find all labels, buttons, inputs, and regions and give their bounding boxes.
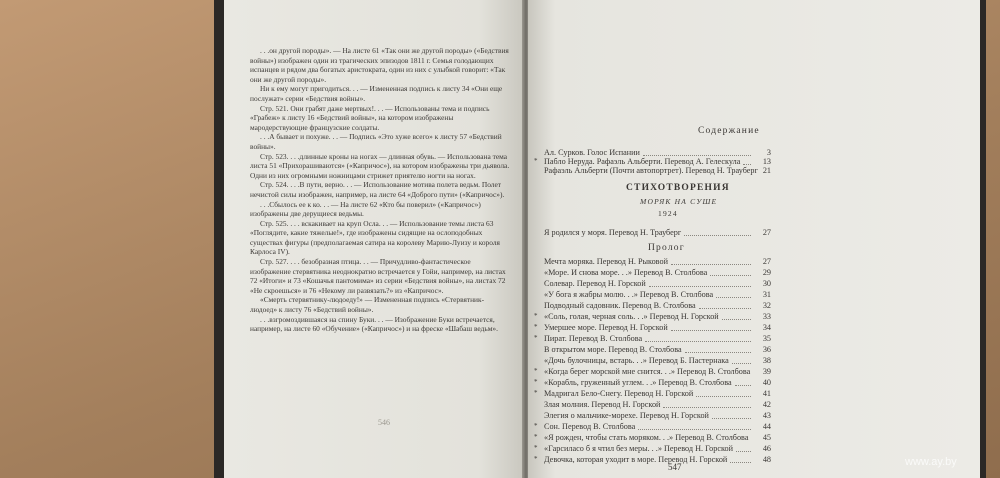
toc-entry-title: Я родился у моря. Перевод Н. Трауберг bbox=[544, 228, 682, 237]
notes-text bbox=[250, 46, 510, 427]
collection-year: 1924 bbox=[658, 209, 678, 218]
toc-entry-page: 27 bbox=[762, 257, 771, 266]
toc-entry-title: Мадригал Бело-Снегу. Перевод Н. Горской bbox=[544, 389, 694, 398]
note-paragraph: Стр. 521. Они грабят даже мертвых!. . . — Использованы тема и подпись «Грабеж» к листу 16 «Бедствий войны», на котором изображены мародерствующие французские солдаты. bbox=[250, 103, 490, 132]
asterisk-mark: * bbox=[534, 422, 538, 430]
leader-dots bbox=[663, 399, 751, 408]
leader-dots bbox=[649, 278, 751, 287]
toc-entry bbox=[528, 289, 980, 300]
toc-entry-page: 35 bbox=[762, 334, 771, 343]
asterisk-mark: * bbox=[534, 157, 538, 165]
toc-entry-title: Умершее море. Перевод Н. Горской bbox=[544, 323, 668, 332]
left-page bbox=[224, 0, 524, 478]
note-paragraph: Стр. 527. . . . безобразная птица. . . — Причудливо-фантастическое изображение стервятника неоднократно встречается у Гойи, например, на листах 72 «Итоги» и 73 «Кошачья пантомима» из серии «Бедствия войны», на листах 72 «Не скроешься» и 76 «Некому ли развязать?» из «Капричос». bbox=[250, 257, 506, 295]
toc-entry-page: 36 bbox=[762, 345, 771, 354]
toc-entry-page: 39 bbox=[762, 367, 771, 376]
toc-entry bbox=[528, 377, 980, 388]
toc-entry bbox=[528, 267, 980, 278]
leader-dots bbox=[638, 421, 751, 430]
toc-entry-title: «Море. И снова море. . .» Перевод В. Столбова bbox=[544, 268, 708, 277]
toc-entry bbox=[528, 355, 980, 366]
leader-dots bbox=[716, 289, 751, 298]
leader-dots bbox=[736, 443, 751, 452]
toc-entry-title: Подводный садовник. Перевод В. Столбова bbox=[544, 301, 696, 310]
leader-dots bbox=[699, 300, 751, 309]
toc-entry-title: Девочка, которая уходит в море. Перевод Н. Горской bbox=[544, 455, 728, 464]
asterisk-mark: * bbox=[534, 389, 538, 397]
leader-dots bbox=[722, 311, 751, 320]
toc-entry bbox=[528, 165, 980, 176]
note-paragraph: . . .Сбылось ее к ко. . . — На листе 62 «Кто бы поверил» («Капричос») изображены две дерущиеся ведьмы. bbox=[250, 199, 481, 219]
toc-entry-title: Ал. Сурков. Голос Испании bbox=[544, 148, 640, 157]
toc-entry-title: Сон. Перевод В. Столбова bbox=[544, 422, 636, 431]
toc-entry bbox=[528, 300, 980, 311]
toc-entry-page: 38 bbox=[762, 356, 771, 365]
toc-entry bbox=[528, 388, 980, 399]
toc-entry-title: «Я рожден, чтобы стать моряком. . .» Перевод В. Столбова bbox=[544, 433, 749, 442]
asterisk-mark: * bbox=[534, 367, 538, 375]
toc-entry bbox=[528, 322, 980, 333]
leader-dots bbox=[645, 333, 751, 342]
collection-title: МОРЯК НА СУШЕ bbox=[640, 197, 718, 206]
asterisk-mark: * bbox=[534, 334, 538, 342]
note-paragraph: Ни к ему могут пригодиться. . . — Измененная подпись к листу 34 «Они еще послужат» серии «Бедствия войны». bbox=[250, 84, 503, 103]
asterisk-mark: * bbox=[534, 323, 538, 331]
toc-entry-title: «Когда берег морской мне снится. . .» Перевод В. Столбова bbox=[544, 367, 751, 376]
prologue-heading: Пролог bbox=[648, 243, 685, 253]
toc-entry-page: 30 bbox=[762, 279, 771, 288]
asterisk-mark: * bbox=[534, 444, 538, 452]
note-paragraph: . . .взгромоздившаяся на спину Буки. . . — Изображение Буки встречается, например, на листе 60 «Обучение» («Капричос») и на фреске «Шабаш ведьм». bbox=[250, 314, 498, 334]
toc-entry-title: Пират. Перевод В. Столбова bbox=[544, 334, 643, 343]
toc-entry-page: 48 bbox=[762, 455, 771, 464]
leader-dots bbox=[732, 355, 751, 364]
toc-entry bbox=[528, 278, 980, 289]
leader-dots bbox=[735, 377, 751, 386]
left-page-number: 546 bbox=[378, 418, 390, 427]
toc-entry bbox=[528, 421, 980, 432]
toc-entry bbox=[528, 366, 980, 377]
leader-dots bbox=[712, 410, 751, 419]
toc-entry-page: 45 bbox=[762, 433, 771, 442]
section-heading: СТИХОТВОРЕНИЯ bbox=[626, 183, 730, 193]
note-paragraph: «Смерть стервятнику-людоеду!» — Измененная подпись «Стервятник-людоед» к листу 76 «Бедствий войны». bbox=[250, 295, 485, 315]
right-page bbox=[528, 0, 980, 478]
note-paragraph: Стр. 525. . . . вскакивает на круп Осла. . . — Использование темы листа 63 «Поглядите, какие тяжелые!», где изображены сидящие на ослоподобных существах фигуры (предполагаемая сатира на королеву Марию-Луизу и короля Карлоса IV). bbox=[250, 218, 500, 257]
toc-entry-title: Рафаэль Альберти (Почти автопортрет). Перевод Н. Трауберг bbox=[544, 166, 758, 175]
toc-entry-page: 13 bbox=[762, 157, 771, 166]
toc-entry-page: 29 bbox=[762, 268, 771, 277]
leader-dots bbox=[710, 267, 751, 276]
note-paragraph: . . .А бывает и похуже. . . — Подпись «Это хуже всего» к листу 57 «Бедствий войны». bbox=[250, 132, 502, 151]
toc-entry bbox=[528, 344, 980, 355]
toc-entry bbox=[528, 410, 980, 421]
toc-entry bbox=[528, 432, 980, 443]
toc-entry-page: 33 bbox=[762, 312, 771, 321]
leader-dots bbox=[643, 147, 751, 156]
toc-entry-page: 31 bbox=[762, 290, 771, 299]
toc-entry-page: 21 bbox=[762, 166, 771, 175]
toc-entry-title: «Дочь булочницы, встарь. . .» Перевод Б. Пастернака bbox=[544, 356, 729, 365]
leader-dots bbox=[684, 227, 751, 236]
toc-entry-title: «У бога я жабры молю. . .» Перевод В. Столбова bbox=[544, 290, 714, 299]
note-paragraph: . . .он другой породы». — На листе 61 «Так они же другой породы» («Бедствия войны») изображен один из трагических эпизодов 1811 г. Семья голодающих испанцев и рядом два богатых аристократа, один из них с улыбкой говорит: «Так они же другой породы». bbox=[250, 46, 509, 84]
watermark-text: www.ay.by bbox=[905, 456, 957, 468]
toc-entry-title: Мечта моряка. Перевод Н. Рыковой bbox=[544, 257, 668, 266]
leader-dots bbox=[671, 322, 751, 331]
toc-entry-title: Элегия о мальчике-морехе. Перевод Н. Горской bbox=[544, 411, 709, 420]
toc-entry-page: 44 bbox=[762, 422, 771, 431]
leader-dots bbox=[696, 388, 751, 397]
toc-entry bbox=[528, 399, 980, 410]
toc-entry-page: 46 bbox=[762, 444, 771, 453]
toc-entry-page: 42 bbox=[762, 400, 771, 409]
toc-entry-title: «Соль, голая, черная соль. . .» Перевод Н. Горской bbox=[544, 312, 719, 321]
note-paragraph: Стр. 523. . . .длинные кроны на ногах — длинная обувь. — Использована тема листа 51 «Прихорашиваются» («Капричос»), на котором изображены три дьявола. Одни из них огромными ножницами стрижет приятелю ногти на ногах. bbox=[250, 151, 510, 180]
toc-entry bbox=[528, 443, 980, 454]
toc-entry-page: 27 bbox=[762, 228, 771, 237]
asterisk-mark: * bbox=[534, 455, 538, 463]
toc-entry-title: Солевар. Перевод Н. Горской bbox=[544, 279, 646, 288]
asterisk-mark: * bbox=[534, 312, 538, 320]
toc-entry bbox=[528, 311, 980, 322]
toc-entry-page: 40 bbox=[762, 378, 771, 387]
toc-entry-title: В открытом море. Перевод В. Столбова bbox=[544, 345, 682, 354]
toc-entry-title: Злая молния. Перевод Н. Горской bbox=[544, 400, 661, 409]
toc-entry-page: 41 bbox=[762, 389, 771, 398]
toc-entry bbox=[528, 256, 980, 267]
toc-entry bbox=[528, 333, 980, 344]
leader-dots bbox=[743, 156, 751, 165]
toc-entry-title: «Корабль, груженный углем. . .» Перевод В. Столбова bbox=[544, 378, 732, 387]
leader-dots bbox=[730, 454, 751, 463]
toc-entry-page: 34 bbox=[762, 323, 771, 332]
note-paragraph: Стр. 524. . . .В пути, верно. . . — Использование мотива полета ведьм. Полет нечистой силы изображен, например, на листе 64 «Доброго пути» («Капричос»). bbox=[250, 180, 505, 199]
toc-entry-page: 43 bbox=[762, 411, 771, 420]
toc-entry-title: Пабло Неруда. Рафаэль Альберти. Перевод А. Гелескула bbox=[544, 157, 741, 166]
toc-entry bbox=[528, 227, 980, 238]
toc-entry-page: 3 bbox=[766, 148, 771, 157]
toc-entry-title: «Гарсиласо б я чтил без меры. . .» Перевод Н. Горской bbox=[544, 444, 733, 453]
leader-dots bbox=[685, 344, 751, 353]
toc-entry-page: 32 bbox=[762, 301, 771, 310]
asterisk-mark: * bbox=[534, 433, 538, 441]
leader-dots bbox=[671, 256, 751, 265]
asterisk-mark: * bbox=[534, 378, 538, 386]
right-page-number: 547 bbox=[668, 462, 682, 472]
contents-heading: Содержание bbox=[698, 126, 760, 136]
